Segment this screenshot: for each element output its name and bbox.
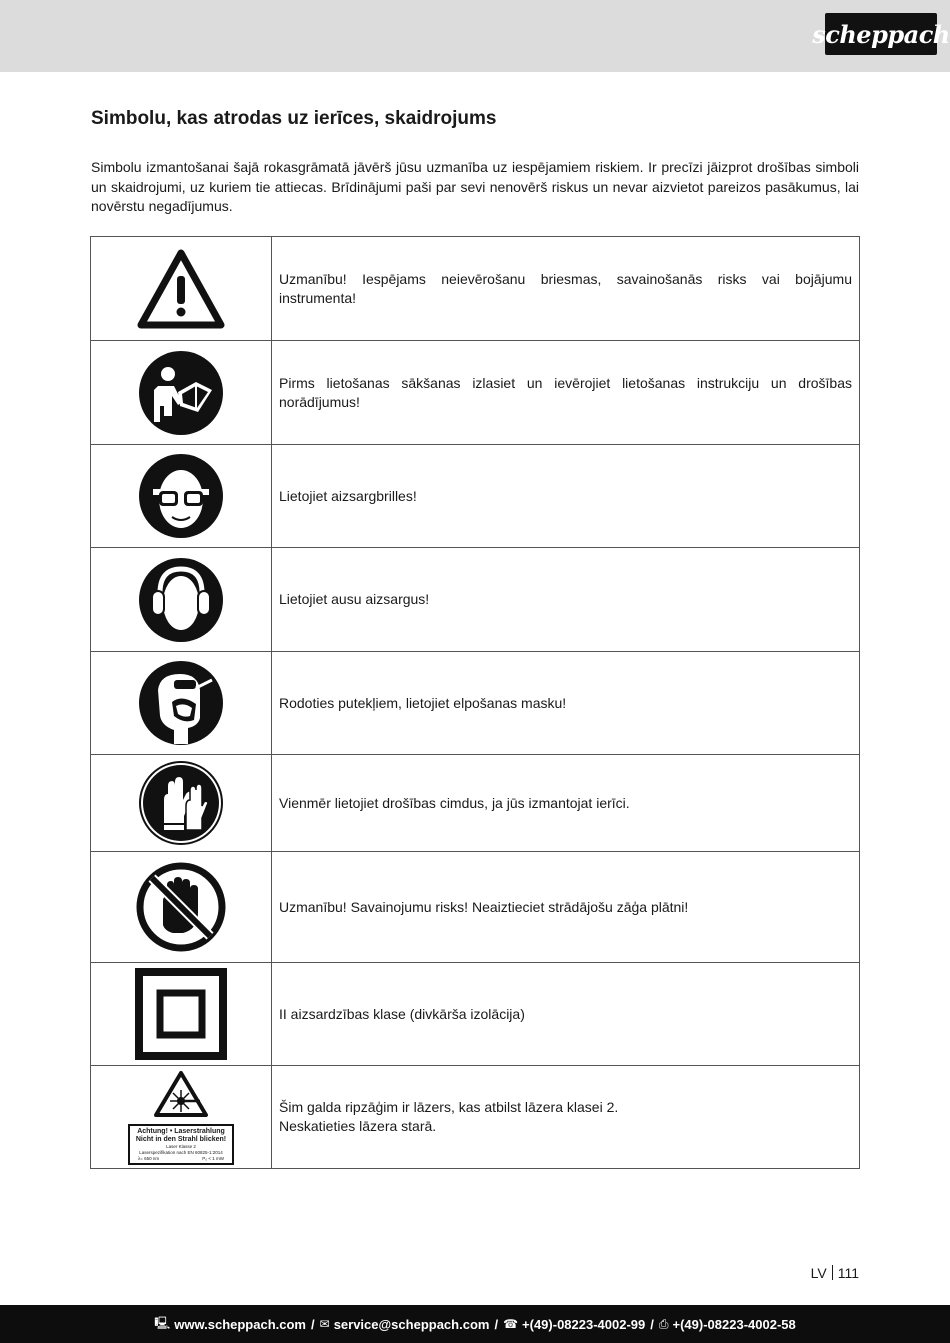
footer-website-link[interactable]: www.scheppach.com: [174, 1316, 306, 1332]
laser-wavelength: λ= 650 nm: [138, 1155, 160, 1161]
read-manual-icon: [138, 350, 224, 436]
footer-fax: +(49)-08223-4002-58: [672, 1316, 796, 1332]
table-row: [91, 852, 860, 963]
symbol-description: Lietojiet aizsargbrilles!: [272, 445, 860, 548]
laser-power: P₀ < 1 mW: [202, 1155, 224, 1161]
symbol-description: Lietojiet ausu aizsargus!: [272, 548, 860, 652]
symbol-description: Rodoties putekļiem, lietojiet elpošanas masku!: [272, 652, 860, 755]
laser-label-line: Laser Klasse 2: [166, 1143, 196, 1149]
intro-paragraph: Simbolu izmantošanai šajā rokasgrāmatā jāvērš jūsu uzmanība uz iespējamiem riskiem. Ir precīzi jāizprot drošības simboli un skaidrojumi, uz kuriem tie attiecas. Brīdinājumi paši par sevi nenovērš riskus un nevar aizvietot pareizos pasākumus, lai novērstu negadījumus.: [91, 159, 859, 214]
symbol-description-line: Šim galda ripzāģim ir lāzers, kas atbilst lāzera klasei 2.: [279, 1099, 619, 1115]
safety-goggles-icon: [138, 453, 224, 539]
symbol-description: Vienmēr lietojiet drošības cimdus, ja jūs izmantojat ierīci.: [272, 755, 860, 852]
page-title: Simbolu, kas atrodas uz ierīces, skaidrojums: [91, 108, 497, 129]
laser-label-line: Nicht in den Strahl blicken!: [135, 1135, 227, 1143]
symbol-description: II aizsardzības klase (divkārša izolācija): [272, 963, 860, 1066]
symbol-description: Uzmanību! Iespējams neievērošanu briesmas, savainošanās risks vai bojājumu instrumenta!: [272, 237, 860, 341]
ear-protection-icon: [138, 557, 224, 643]
laser-warning-icon: [128, 1070, 234, 1165]
warning-triangle-icon: [136, 248, 226, 330]
no-touching-hand-icon: [135, 861, 227, 953]
laser-info-label: [128, 1124, 234, 1165]
envelope-icon: ✉: [319, 1317, 330, 1331]
divider: /: [650, 1316, 654, 1332]
footer-email-link[interactable]: service@scheppach.com: [333, 1316, 490, 1332]
symbol-description-line: Neskatieties lāzera starā.: [279, 1118, 437, 1134]
laser-label-line: Laserspezifikation nach EN 60825-1:2014: [139, 1149, 223, 1155]
footer-phone: +(49)-08223-4002-99: [522, 1316, 646, 1332]
language-code: LV: [810, 1265, 827, 1281]
header-band: [0, 0, 950, 72]
double-insulation-icon: [135, 968, 227, 1060]
table-row: [91, 963, 860, 1066]
table-row: [91, 548, 860, 652]
symbols-table: [90, 236, 860, 1169]
table-row: [91, 237, 860, 341]
table-row: [91, 341, 860, 445]
divider: /: [311, 1316, 315, 1332]
symbol-description: [272, 1066, 860, 1169]
laser-triangle-icon: [153, 1070, 209, 1118]
table-row: [91, 755, 860, 852]
table-row: [91, 652, 860, 755]
fax-icon: ⎙: [658, 1316, 669, 1331]
computer-icon: 🖳: [154, 1315, 171, 1330]
footer-band: [0, 1305, 950, 1343]
dust-mask-icon: [138, 660, 224, 746]
symbol-description: Uzmanību! Savainojumu risks! Neaiztieciet strādājošu zāģa plātni!: [272, 852, 860, 963]
divider: /: [494, 1316, 499, 1332]
table-row: [91, 445, 860, 548]
scheppach-logo: scheppach: [825, 13, 937, 55]
page-number: [811, 1265, 859, 1281]
table-row: [91, 1066, 860, 1169]
protective-gloves-icon: [138, 760, 224, 846]
symbol-description: Pirms lietošanas sākšanas izlasiet un ievērojiet lietošanas instrukciju un drošības norādījumus!: [272, 341, 860, 445]
phone-icon: ☎: [503, 1317, 519, 1331]
laser-label-line: Achtung! • Laserstrahlung: [137, 1127, 225, 1135]
divider: [832, 1265, 833, 1280]
page-number-value: 111: [837, 1265, 859, 1281]
